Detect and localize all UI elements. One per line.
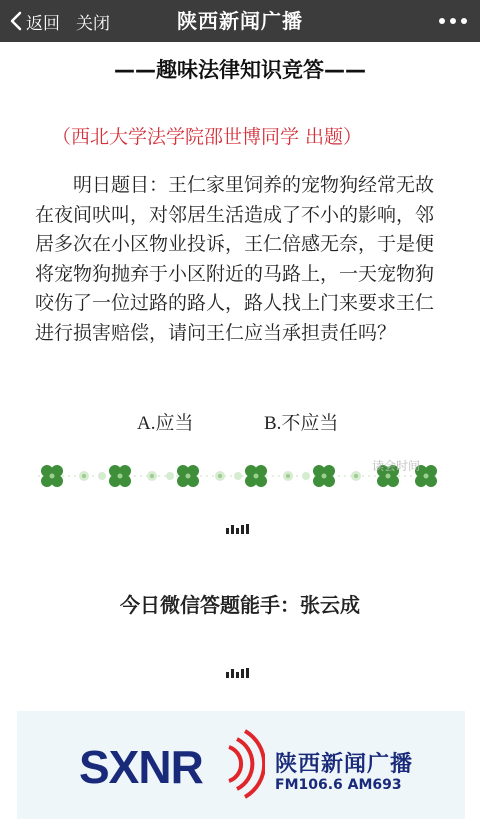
small-flower-icon — [215, 471, 225, 481]
back-label: 返回 — [26, 13, 60, 34]
close-button[interactable]: 关闭 — [76, 13, 110, 34]
station-frequency: FM106.6 AM693 — [275, 777, 402, 793]
clover-icon — [109, 465, 131, 487]
quiz-author-byline: （西北大学法学院邵世博同学 出题） — [52, 126, 363, 148]
clover-icon — [313, 465, 335, 487]
station-banner — [17, 711, 465, 819]
small-flower-icon — [234, 472, 242, 480]
clover-icon — [177, 465, 199, 487]
option-a: A.应当 — [137, 413, 194, 434]
small-flower-icon — [98, 472, 106, 480]
small-flower-icon — [166, 472, 174, 480]
small-flower-icon — [302, 472, 310, 480]
logo-text: SXNR — [79, 741, 203, 793]
quiz-heading: ——趣味法律知识竞答—— — [114, 58, 366, 82]
page-title: 陕西新闻广播 — [177, 9, 303, 33]
small-flower-icon — [351, 471, 361, 481]
quiz-question: 明日题目：王仁家里饲养的宠物狗经常无故在夜间吠叫，对邻居生活造成了不小的影响，邻居多次在小区物业投诉，王仁倍感无奈，于是便将宠物狗抛弃于小区附近的马路上，一天宠物狗咬伤了一位过路的路人，路人找上门来要求王仁进行损害赔偿，请问王仁应当承担责任吗？ — [35, 174, 435, 344]
more-dot-icon — [461, 18, 467, 24]
daily-winner: 今日微信答题能手：张云成 — [120, 593, 360, 617]
top-nav-bar — [0, 0, 480, 42]
chevron-left-icon — [10, 11, 22, 31]
watermark-text: 读会时间 — [372, 459, 421, 473]
signal-bars-icon — [226, 524, 252, 534]
small-flower-icon — [283, 471, 293, 481]
clover-icon — [41, 465, 63, 487]
station-name: 陕西新闻广播 — [275, 752, 414, 777]
clover-icon — [245, 465, 267, 487]
more-dot-icon — [450, 18, 456, 24]
more-dot-icon — [439, 18, 445, 24]
small-flower-icon — [147, 471, 157, 481]
more-menu-button[interactable] — [438, 10, 468, 32]
sxnr-logo — [79, 727, 265, 801]
signal-bars-icon — [226, 668, 252, 678]
small-flower-icon — [79, 471, 89, 481]
option-b: B.不应当 — [264, 413, 339, 434]
back-button[interactable] — [10, 9, 60, 34]
